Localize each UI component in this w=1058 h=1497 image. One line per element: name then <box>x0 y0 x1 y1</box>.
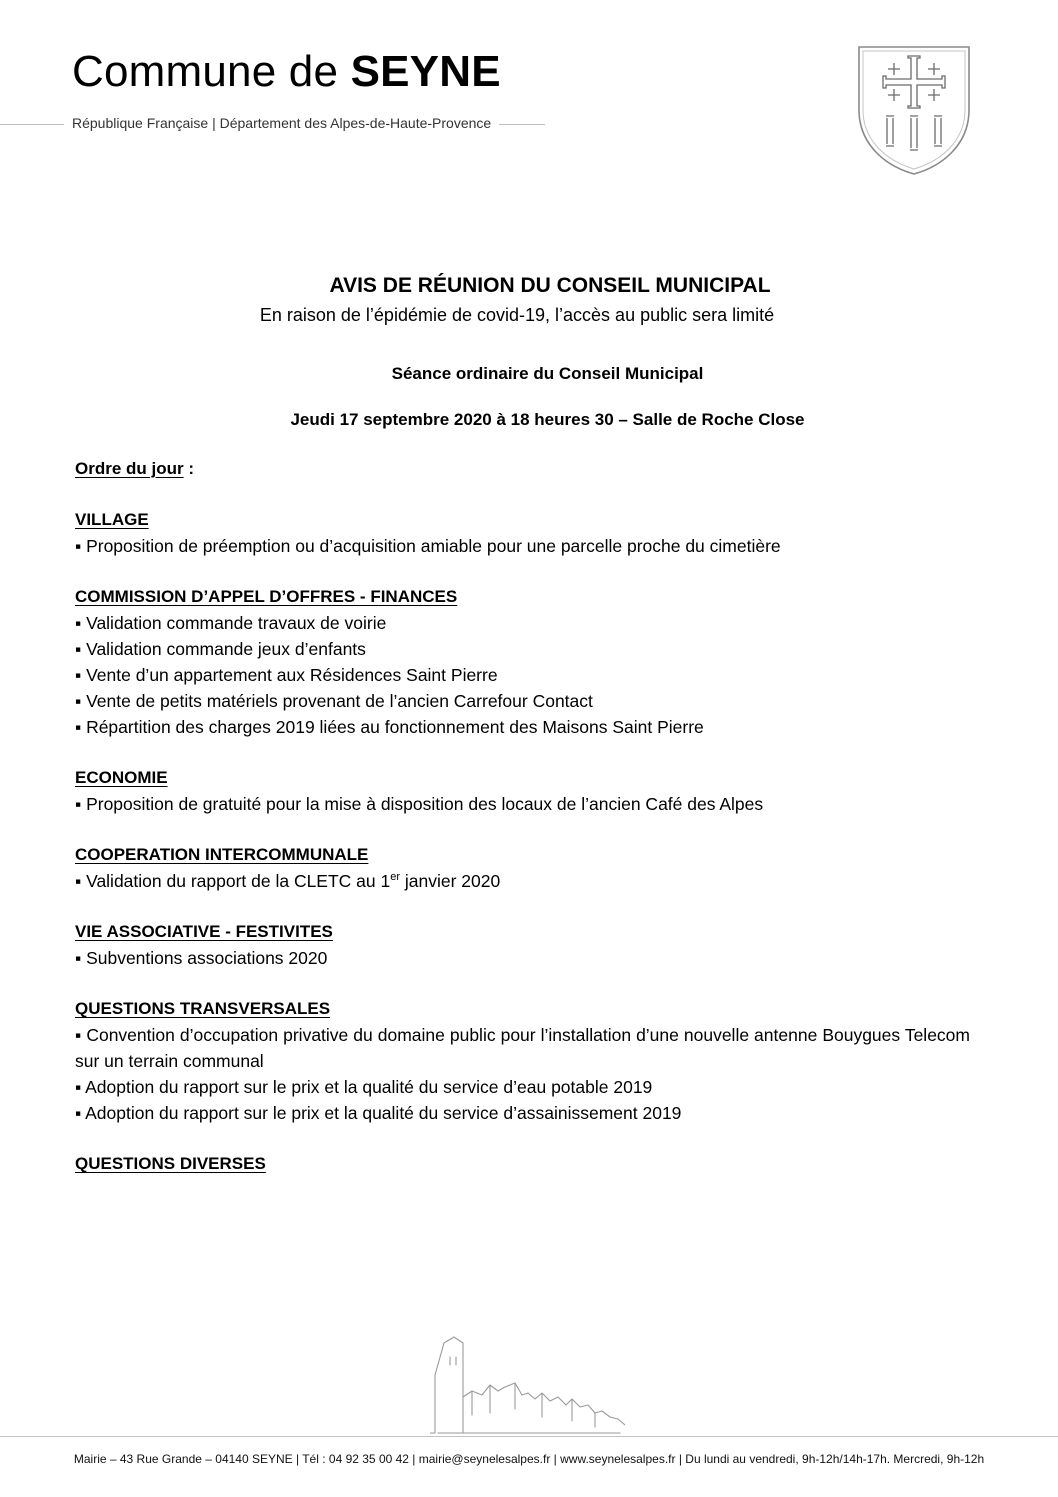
agenda-item: ▪ Validation commande jeux d’enfants <box>75 639 366 659</box>
agenda-item: ▪ Convention d’occupation privative du domaine public pour l’installation d’une nouvelle antenne Bouygues Telecom sur un terrain communal <box>75 1025 970 1071</box>
agenda-item: ▪ Adoption du rapport sur le prix et la qualité du service d’assainissement 2019 <box>75 1103 682 1123</box>
ordinal-suffix: er <box>390 871 401 884</box>
agenda-label <box>75 457 194 481</box>
coat-of-arms-icon <box>857 44 971 176</box>
agenda-section-transversales <box>75 996 970 1126</box>
section-title: COOPERATION INTERCOMMUNALE <box>75 845 369 864</box>
footer-contact: Mairie – 43 Rue Grande – 04140 SEYNE | Tél : 04 92 35 00 42 | mairie@seynelesalpes.fr | www.seynelesalpes.fr | Du lundi au vendredi, 9h-12h/14h-17h. Mercredi, 9h-12h <box>73 1452 985 1466</box>
section-title: VIE ASSOCIATIVE - FESTIVITES <box>75 922 333 941</box>
section-title: QUESTIONS DIVERSES <box>75 1154 266 1173</box>
agenda-label-text: Ordre du jour <box>75 459 184 478</box>
agenda-item: ▪ Vente d’un appartement aux Résidences Saint Pierre <box>75 665 498 685</box>
agenda-item: ▪ Proposition de gratuité pour la mise à disposition des locaux de l’ancien Café des Alpes <box>75 794 764 814</box>
section-title: ECONOMIE <box>75 768 168 787</box>
agenda-item: ▪ Subventions associations 2020 <box>75 948 328 968</box>
section-title: VILLAGE <box>75 510 149 529</box>
commune-title <box>72 44 501 100</box>
agenda-section-finances <box>75 584 970 740</box>
agenda-sections <box>75 507 970 1202</box>
agenda-section-economie <box>75 765 970 817</box>
section-title: QUESTIONS TRANSVERSALES <box>75 999 331 1018</box>
header-subtitle: République Française | Département des Alpes-de-Haute-Provence <box>64 113 499 133</box>
session-type: Séance ordinaire du Conseil Municipal <box>391 364 704 383</box>
notice-title: AVIS DE RÉUNION DU CONSEIL MUNICIPAL <box>329 274 771 297</box>
agenda-item: ▪ Répartition des charges 2019 liées au fonctionnement des Maisons Saint Pierre <box>75 717 704 737</box>
agenda-item: ▪ Validation commande travaux de voirie <box>75 613 387 633</box>
agenda-item: ▪ Proposition de préemption ou d’acquisition amiable pour une parcelle proche du cimetière <box>75 536 781 556</box>
section-title: COMMISSION D’APPEL D’OFFRES - FINANCES <box>75 587 458 606</box>
agenda-item: ▪ Vente de petits matériels provenant de l’ancien Carrefour Contact <box>75 691 593 711</box>
agenda-section-diverses <box>75 1151 970 1177</box>
meeting-date: Jeudi 17 septembre 2020 à 18 heures 30 – Salle de Roche Close <box>290 410 805 429</box>
agenda-section-cooperation <box>75 842 970 894</box>
agenda-item: ▪ Adoption du rapport sur le prix et la qualité du service d’eau potable 2019 <box>75 1077 653 1097</box>
commune-prefix: Commune de <box>72 47 339 96</box>
agenda-item: ▪ Validation du rapport de la CLETC au 1er janvier 2020 <box>75 871 501 891</box>
agenda-section-village <box>75 507 970 559</box>
agenda-label-suffix: : <box>183 459 195 478</box>
notice-subtitle: En raison de l’épidémie de covid-19, l’accès au public sera limité <box>259 305 775 325</box>
commune-name: SEYNE <box>350 47 501 96</box>
town-skyline-sketch <box>430 1335 625 1435</box>
agenda-section-vie-associative <box>75 919 970 971</box>
footer-rule <box>0 1436 1058 1437</box>
